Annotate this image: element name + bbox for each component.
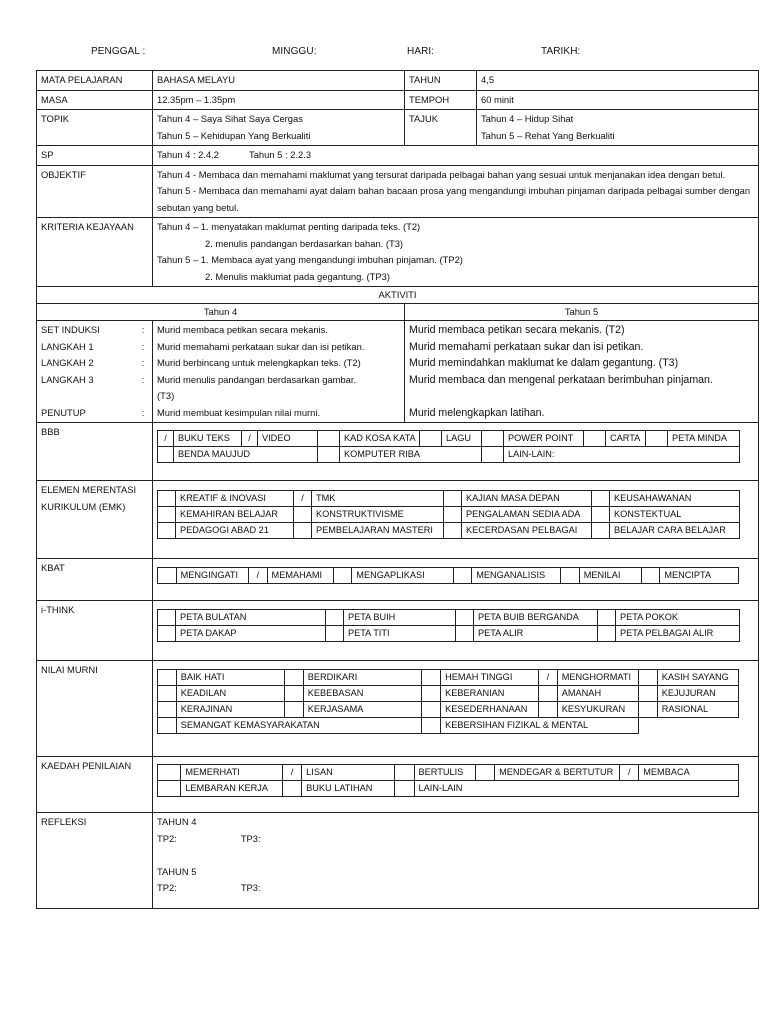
opt: BENDA MAUJUD xyxy=(174,447,318,463)
opt: MENCIPTA xyxy=(660,568,739,584)
opt: SEMANGAT KEMASYARAKATAN xyxy=(176,718,422,734)
opt: MENGANALISIS xyxy=(472,568,561,584)
row-refleksi xyxy=(37,813,759,909)
aktiviti-tahun4[interactable]: Murid membaca petikan secara mekanis. Murid memahami perkataan sukar dan isi petikan. Murid berbincang untuk melengkapkan teks. (T2) Murid menulis pandangan berdasarkan gambar. (T3) Murid membuat kesimpulan nilai murni. xyxy=(153,321,405,423)
ithink-check[interactable] xyxy=(326,626,344,642)
kbat-options xyxy=(153,559,759,601)
opt: MENGAPLIKASI xyxy=(352,568,453,584)
opt: KECERDASAN PELBAGAI xyxy=(462,523,592,539)
kbat-check[interactable] xyxy=(561,568,580,584)
opt: KERAJINAN xyxy=(176,702,284,718)
row-aktiviti xyxy=(37,321,759,423)
mp-label: MATA PELAJARAN xyxy=(37,71,153,91)
kbat-check[interactable]: / xyxy=(248,568,267,584)
emk-check[interactable] xyxy=(444,491,462,507)
opt: KAJIAN MASA DEPAN xyxy=(462,491,592,507)
tempoh-label: TEMPOH xyxy=(405,90,477,110)
kaedah-check[interactable] xyxy=(158,765,181,781)
kbat-label: KBAT xyxy=(37,559,153,601)
bbb-options xyxy=(153,423,759,481)
opt: KEBERANIAN xyxy=(441,686,539,702)
row-objektif xyxy=(37,165,759,218)
opt: MEMBACA xyxy=(639,765,739,781)
nilai-check[interactable] xyxy=(285,702,304,718)
opt: PETA BUIH xyxy=(344,610,456,626)
kaedah-check[interactable] xyxy=(283,781,302,797)
row-bbb xyxy=(37,423,759,481)
bbb-check-komputer[interactable] xyxy=(318,447,340,463)
opt: MENILAI xyxy=(579,568,641,584)
opt: VIDEO xyxy=(258,431,318,447)
emk-label: ELEMEN MERENTASI KURIKULUM (EMK) xyxy=(37,481,153,559)
spacer xyxy=(638,718,738,734)
emk-check[interactable] xyxy=(444,523,462,539)
tahun5-header: Tahun 5 xyxy=(405,304,759,321)
opt: PETA DAKAP xyxy=(176,626,326,642)
opt: KOMPUTER RIBA xyxy=(340,447,482,463)
nilai-check[interactable] xyxy=(539,702,558,718)
bbb-lain-field[interactable]: LAIN-LAIN: xyxy=(504,447,740,463)
topik-value[interactable]: Tahun 4 – Saya Sihat Saya Cergas Tahun 5 – Kehidupan Yang Berkualiti xyxy=(153,110,405,146)
opt: KREATIF & INOVASI xyxy=(176,491,294,507)
row-aktiviti-header xyxy=(37,304,759,321)
ithink-options xyxy=(153,601,759,661)
opt: TMK xyxy=(312,491,444,507)
ithink-check[interactable] xyxy=(326,610,344,626)
opt: PETA ALIR xyxy=(474,626,598,642)
nilai-check[interactable] xyxy=(285,670,304,686)
refleksi-label: REFLEKSI xyxy=(37,813,153,909)
opt: POWER POINT xyxy=(504,431,584,447)
tajuk-value[interactable]: Tahun 4 – Hidup Sihat Tahun 5 – Rehat Yang Berkualiti xyxy=(477,110,759,146)
ithink-check[interactable] xyxy=(158,610,176,626)
bbb-check-benda[interactable] xyxy=(158,447,174,463)
opt: KAD KOSA KATA xyxy=(340,431,420,447)
opt: BELAJAR CARA BELAJAR xyxy=(610,523,740,539)
nilai-check[interactable] xyxy=(422,686,441,702)
row-kriteria xyxy=(37,218,759,287)
nilai-check[interactable] xyxy=(422,670,441,686)
bbb-check-video[interactable]: / xyxy=(242,431,258,447)
opt: BUKU LATIHAN xyxy=(302,781,395,797)
bbb-check-peta[interactable] xyxy=(646,431,668,447)
nilai-check[interactable] xyxy=(638,686,657,702)
opt: HEMAH TINGGI xyxy=(441,670,539,686)
ithink-check[interactable] xyxy=(598,626,616,642)
opt: PETA TITI xyxy=(344,626,456,642)
opt: LAGU xyxy=(442,431,482,447)
kaedah-check[interactable]: / xyxy=(283,765,302,781)
opt: KEBEBASAN xyxy=(303,686,422,702)
emk-check[interactable]: / xyxy=(294,491,312,507)
tempoh-value[interactable]: 60 minit xyxy=(477,90,759,110)
objektif-value[interactable]: Tahun 4 - Membaca dan memahami maklumat yang tersurat daripada pelbagai bahan yang sesuai untuk menjanakan idea dengan betul. Tahun 5 - Membaca dan memahami ayat dalam bahan bacaan prosa yang mengandungi imbuhan pinjaman daripada pelbagai sumber dengan sebutan yang betul. xyxy=(153,165,759,218)
opt: BERDIKARI xyxy=(303,670,422,686)
opt: MEMAHAMI xyxy=(267,568,333,584)
opt: PETA PELBAGAI ALIR xyxy=(616,626,740,642)
penggal-label: PENGGAL : xyxy=(91,46,146,57)
opt: MENGINGATI xyxy=(176,568,248,584)
nilai-check[interactable] xyxy=(422,702,441,718)
kriteria-value[interactable]: Tahun 4 – 1. menyatakan maklumat penting daripada teks. (T2) 2. menulis pandangan berdasarkan bahan. (T3) Tahun 5 – 1. Membaca ayat yang mengandungi imbuhan pinjaman. (TP2) 2. Menulis maklumat pada gegantung. (TP3) xyxy=(153,218,759,287)
lesson-plan-table xyxy=(36,70,759,909)
tahun4-header: Tahun 4 xyxy=(37,304,405,321)
row-sp xyxy=(37,146,759,166)
opt: LAIN-LAIN xyxy=(414,781,738,797)
row-ithink xyxy=(37,601,759,661)
nilai-options xyxy=(153,661,759,757)
opt: MEMERHATI xyxy=(181,765,283,781)
kaedah-check[interactable] xyxy=(395,781,414,797)
nilai-check[interactable] xyxy=(422,718,441,734)
emk-check[interactable] xyxy=(158,491,176,507)
opt: PENGALAMAN SEDIA ADA xyxy=(462,507,592,523)
opt: KONSTRUKTIVISME xyxy=(312,507,444,523)
opt: PETA MINDA xyxy=(668,431,740,447)
opt: MENDEGAR & BERTUTUR xyxy=(495,765,620,781)
emk-check[interactable] xyxy=(592,523,610,539)
tarikh-label: TARIKH: xyxy=(541,46,581,57)
opt: PETA BULATAN xyxy=(176,610,326,626)
opt: BUKU TEKS xyxy=(174,431,242,447)
opt: KEJUJURAN xyxy=(657,686,738,702)
ithink-check[interactable] xyxy=(598,610,616,626)
opt: MENGHORMATI xyxy=(557,670,638,686)
opt: LEMBARAN KERJA xyxy=(181,781,283,797)
opt: BERTULIS xyxy=(414,765,475,781)
opt: RASIONAL xyxy=(657,702,738,718)
nilai-check[interactable] xyxy=(158,686,177,702)
emk-check[interactable] xyxy=(592,507,610,523)
row-kbat xyxy=(37,559,759,601)
opt: BAIK HATI xyxy=(176,670,284,686)
opt: KEBERSIHAN FIZIKAL & MENTAL xyxy=(441,718,639,734)
kbat-check[interactable] xyxy=(158,568,177,584)
nilai-check[interactable] xyxy=(638,702,657,718)
opt: KEUSAHAWANAN xyxy=(610,491,740,507)
opt: KEADILAN xyxy=(176,686,284,702)
emk-check[interactable] xyxy=(294,507,312,523)
kriteria-label: KRITERIA KEJAYAAN xyxy=(37,218,153,287)
bbb-check-carta[interactable] xyxy=(584,431,606,447)
kbat-check[interactable] xyxy=(641,568,660,584)
ithink-check[interactable] xyxy=(158,626,176,642)
aktiviti-title: AKTIVITI xyxy=(37,287,759,304)
nilai-check[interactable] xyxy=(158,702,177,718)
emk-options xyxy=(153,481,759,559)
sp-value[interactable]: Tahun 4 : 2.4.2 Tahun 5 : 2.2.3 xyxy=(153,146,759,166)
masa-label: MASA xyxy=(37,90,153,110)
emk-check[interactable] xyxy=(592,491,610,507)
row-aktiviti-title xyxy=(37,287,759,304)
opt: PEDAGOGI ABAD 21 xyxy=(176,523,294,539)
nilai-label: NILAI MURNI xyxy=(37,661,153,757)
emk-check[interactable] xyxy=(294,523,312,539)
emk-check[interactable] xyxy=(444,507,462,523)
opt: KEMAHIRAN BELAJAR xyxy=(176,507,294,523)
bbb-check-ppt[interactable] xyxy=(482,431,504,447)
ithink-check[interactable] xyxy=(456,626,474,642)
nilai-check[interactable] xyxy=(285,686,304,702)
kaedah-check[interactable]: / xyxy=(620,765,639,781)
opt: CARTA xyxy=(606,431,646,447)
nilai-check[interactable]: / xyxy=(539,670,558,686)
refleksi-value[interactable]: TAHUN 4 TP2: TP3: TAHUN 5 TP2: TP3: xyxy=(153,813,759,909)
emk-check[interactable] xyxy=(158,507,176,523)
kbat-check[interactable] xyxy=(453,568,472,584)
hari-label: HARI: xyxy=(407,46,435,57)
opt: KASIH SAYANG xyxy=(657,670,738,686)
opt: KERJASAMA xyxy=(303,702,422,718)
kaedah-check[interactable] xyxy=(476,765,495,781)
kbat-check[interactable] xyxy=(333,568,352,584)
opt: LISAN xyxy=(302,765,395,781)
objektif-label: OBJEKTIF xyxy=(37,165,153,218)
row-mata-pelajaran xyxy=(37,71,759,91)
opt: KESYUKURAN xyxy=(557,702,638,718)
tahun-value[interactable]: 4,5 xyxy=(477,71,759,91)
bbb-label: BBB xyxy=(37,423,153,481)
bbb-check-buku[interactable]: / xyxy=(158,431,174,447)
row-nilai xyxy=(37,661,759,757)
kaedah-options xyxy=(153,757,759,813)
mp-value[interactable]: BAHASA MELAYU xyxy=(153,71,405,91)
opt: KONSTEKTUAL xyxy=(610,507,740,523)
sp-label: SP xyxy=(37,146,153,166)
opt: AMANAH xyxy=(557,686,638,702)
tahun-label: TAHUN xyxy=(405,71,477,91)
row-emk xyxy=(37,481,759,559)
bbb-check-lain[interactable] xyxy=(482,447,504,463)
row-topik xyxy=(37,110,759,146)
ithink-check[interactable] xyxy=(456,610,474,626)
opt: KESEDERHANAAN xyxy=(441,702,539,718)
nilai-check[interactable] xyxy=(638,670,657,686)
row-masa xyxy=(37,90,759,110)
topik-label: TOPIK xyxy=(37,110,153,146)
bbb-check-lagu[interactable] xyxy=(420,431,442,447)
kaedah-check[interactable] xyxy=(395,765,414,781)
minggu-label: MINGGU: xyxy=(272,46,317,57)
ithink-label: i-THINK xyxy=(37,601,153,661)
kaedah-check[interactable] xyxy=(158,781,181,797)
opt: PEMBELAJARAN MASTERI xyxy=(312,523,444,539)
tajuk-label: TAJUK xyxy=(405,110,477,146)
kaedah-label: KAEDAH PENILAIAN xyxy=(37,757,153,813)
aktiviti-tahun5[interactable]: Murid membaca petikan secara mekanis. (T2) Murid memahami perkataan sukar dan isi petikan. Murid memindahkan maklumat ke dalam gegantung. (T3) Murid membaca dan mengenal perkataan berimbuhan pinjaman. Murid melengkapkan latihan. xyxy=(405,321,759,423)
opt: PETA BUIB BERGANDA xyxy=(474,610,598,626)
bbb-check-kad[interactable] xyxy=(318,431,340,447)
emk-check[interactable] xyxy=(158,523,176,539)
nilai-check[interactable] xyxy=(158,718,177,734)
aktiviti-steps: SET INDUKSI : LANGKAH 1 : LANGKAH 2 : LANGKAH 3 : PENUTUP : xyxy=(37,321,153,423)
masa-value[interactable]: 12.35pm – 1.35pm xyxy=(153,90,405,110)
nilai-check[interactable] xyxy=(158,670,177,686)
nilai-check[interactable] xyxy=(539,686,558,702)
opt: PETA POKOK xyxy=(616,610,740,626)
row-kaedah xyxy=(37,757,759,813)
